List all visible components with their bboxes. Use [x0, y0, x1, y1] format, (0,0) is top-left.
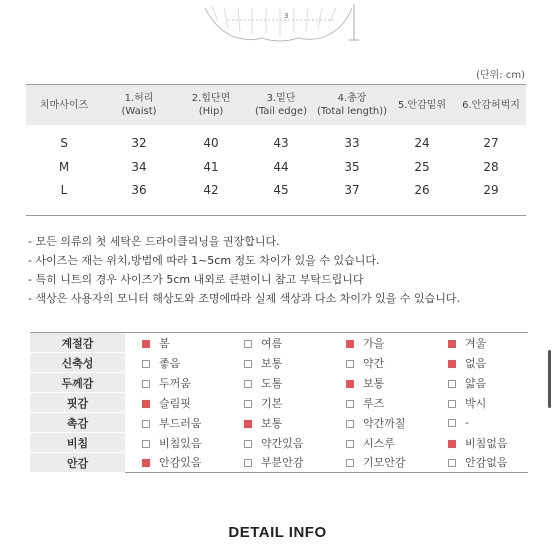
checked-box-icon [448, 360, 456, 368]
size-cell: M [58, 159, 70, 174]
checked-box-icon [142, 400, 150, 408]
attribute-option-text: 루즈 [363, 396, 385, 410]
size-cell: 29 [483, 182, 499, 197]
unchecked-box-icon [142, 420, 150, 428]
unit-note: (단위: cm) [476, 70, 525, 81]
skirt-sketch [0, 0, 555, 60]
unchecked-box-icon [448, 419, 456, 427]
size-cell: 34 [131, 159, 147, 174]
attribute-option-text: - [465, 416, 469, 429]
attribute-option [227, 373, 329, 393]
attribute-option-text: 슬림핏 [159, 396, 191, 410]
attribute-label: 두께감 [30, 373, 125, 393]
attribute-option [125, 393, 227, 413]
note-line: - 특히 니트의 경우 사이즈가 5cm 내외로 큰편이니 참고 부탁드립니다 [28, 273, 364, 286]
size-table-header-row [26, 85, 526, 126]
attribute-option [329, 433, 431, 453]
fabric-attribute-table [30, 332, 528, 473]
unchecked-box-icon [244, 459, 252, 467]
size-cell: 41 [203, 159, 219, 174]
attribute-option-text: 기본 [261, 396, 283, 410]
attribute-option [125, 353, 227, 373]
attribute-option-text: 박시 [465, 396, 487, 410]
attribute-option [431, 373, 528, 393]
unchecked-box-icon [244, 400, 252, 408]
attribute-option [431, 333, 528, 353]
size-cell: 40 [203, 136, 219, 150]
attribute-option-text: 보통 [261, 416, 283, 430]
attribute-option [227, 413, 329, 433]
attribute-row [30, 393, 528, 413]
attribute-option [431, 353, 528, 373]
size-cell: 33 [344, 136, 360, 150]
attribute-label: 신축성 [30, 353, 125, 373]
table-footer-spacer [26, 201, 526, 216]
table-row [26, 178, 526, 201]
checked-box-icon [142, 459, 150, 467]
attribute-row [30, 413, 528, 433]
unchecked-box-icon [346, 360, 354, 368]
attribute-option [431, 393, 528, 413]
size-cell: S [60, 136, 68, 150]
care-notes [28, 232, 528, 308]
sketch-label-3: 3 [284, 12, 289, 20]
size-cell: 37 [344, 182, 360, 197]
note-line: - 사이즈는 재는 위치,방법에 따라 1~5cm 정도 차이가 있을 수 있습니다. [28, 254, 380, 267]
unchecked-box-icon [346, 459, 354, 467]
size-cell: L [60, 182, 68, 197]
unchecked-box-icon [448, 400, 456, 408]
size-cell: 25 [414, 159, 430, 174]
table-row [26, 125, 526, 155]
attribute-option-text: 약간있음 [261, 436, 304, 450]
attribute-option-text: 보통 [261, 356, 283, 370]
scrollbar-thumb[interactable] [548, 350, 551, 408]
attribute-option [431, 453, 528, 473]
attribute-option [125, 333, 227, 353]
attribute-option-text: 두꺼움 [159, 376, 191, 390]
size-cell: 45 [273, 182, 289, 197]
size-cell: 44 [273, 159, 289, 174]
attribute-option [227, 393, 329, 413]
attribute-option [329, 373, 431, 393]
size-cell: 27 [483, 136, 499, 150]
attribute-option-text: 봄 [159, 336, 170, 350]
size-col-header: 5.안감밑위 [388, 85, 456, 126]
unchecked-box-icon [142, 380, 150, 388]
unchecked-box-icon [244, 380, 252, 388]
attribute-row [30, 333, 528, 353]
attribute-row [30, 433, 528, 453]
attribute-option [125, 373, 227, 393]
unchecked-box-icon [346, 400, 354, 408]
attribute-option-text: 가을 [363, 336, 385, 350]
attribute-label: 비침 [30, 433, 125, 453]
attribute-option-text: 안감없음 [465, 456, 508, 470]
size-col-header: 3.밑단 (Tail edge) [246, 85, 316, 126]
size-cell: 35 [344, 159, 360, 174]
note-line: - 색상은 사용자의 모니터 해상도와 조명에따라 실제 색상과 다소 차이가 있을 수 있습니다. [28, 292, 460, 305]
attribute-option-text: 부드러움 [159, 416, 202, 430]
attribute-option-text: 비침있음 [159, 436, 202, 450]
attribute-option-text: 안감있음 [159, 456, 202, 470]
attribute-option-text: 부분안감 [261, 456, 304, 470]
checked-box-icon [142, 340, 150, 348]
table-row [26, 155, 526, 178]
attribute-option-text: 시스루 [363, 436, 395, 450]
size-table [26, 84, 526, 216]
size-cell: 26 [414, 182, 430, 197]
attribute-row [30, 453, 528, 473]
size-col-header: 1.허리 (Waist) [102, 85, 176, 126]
unchecked-box-icon [244, 360, 252, 368]
attribute-option [329, 333, 431, 353]
size-col-header: 4.총장 (Total length)) [316, 85, 388, 126]
attribute-label: 핏감 [30, 393, 125, 413]
attribute-option [329, 353, 431, 373]
size-col-header: 6.안감허벅지 [456, 85, 526, 126]
unchecked-box-icon [346, 440, 354, 448]
unchecked-box-icon [244, 440, 252, 448]
size-cell: 24 [414, 136, 430, 150]
attribute-label: 계절감 [30, 333, 125, 353]
size-cell: 32 [131, 136, 147, 150]
checked-box-icon [346, 340, 354, 348]
size-cell: 43 [273, 136, 289, 150]
size-cell: 42 [203, 182, 219, 197]
checked-box-icon [346, 380, 354, 388]
attribute-option-text: 없음 [465, 356, 487, 370]
size-col-header: 2.힙단면 (Hip) [176, 85, 246, 126]
attribute-option [227, 353, 329, 373]
attribute-option-text: 기모안감 [363, 456, 406, 470]
attribute-option-text: 좋음 [159, 356, 181, 370]
size-cell: 36 [131, 182, 147, 197]
attribute-option-text: 약간 [363, 356, 385, 370]
attribute-option [125, 413, 227, 433]
attribute-option-text: 약간까칠 [363, 416, 406, 430]
attribute-option [431, 413, 528, 433]
attribute-option-text: 도톰 [261, 376, 283, 390]
attribute-option [125, 453, 227, 473]
unchecked-box-icon [142, 360, 150, 368]
checked-box-icon [244, 420, 252, 428]
attribute-option [227, 453, 329, 473]
unchecked-box-icon [142, 440, 150, 448]
unchecked-box-icon [448, 459, 456, 467]
size-cell: 28 [483, 159, 499, 174]
attribute-option-text: 겨울 [465, 336, 487, 350]
unchecked-box-icon [448, 380, 456, 388]
attribute-row [30, 353, 528, 373]
attribute-option-text: 보통 [363, 376, 385, 390]
attribute-option [431, 433, 528, 453]
checked-box-icon [448, 440, 456, 448]
attribute-option [329, 413, 431, 433]
unchecked-box-icon [244, 340, 252, 348]
size-col-header: 치마사이즈 [26, 85, 102, 126]
attribute-label: 안감 [30, 453, 125, 473]
attribute-row [30, 373, 528, 393]
attribute-option [227, 433, 329, 453]
attribute-option-text: 여름 [261, 336, 283, 350]
attribute-option [227, 333, 329, 353]
unchecked-box-icon [346, 420, 354, 428]
checked-box-icon [448, 340, 456, 348]
note-line: - 모든 의류의 첫 세탁은 드라이클리닝을 권장합니다. [28, 235, 280, 248]
attribute-label: 촉감 [30, 413, 125, 433]
attribute-option [329, 393, 431, 413]
attribute-option-text: 비침없음 [465, 436, 508, 450]
attribute-option [125, 433, 227, 453]
attribute-option-text: 얇음 [465, 376, 487, 390]
detail-info-heading: DETAIL INFO [228, 524, 327, 541]
attribute-option [329, 453, 431, 473]
